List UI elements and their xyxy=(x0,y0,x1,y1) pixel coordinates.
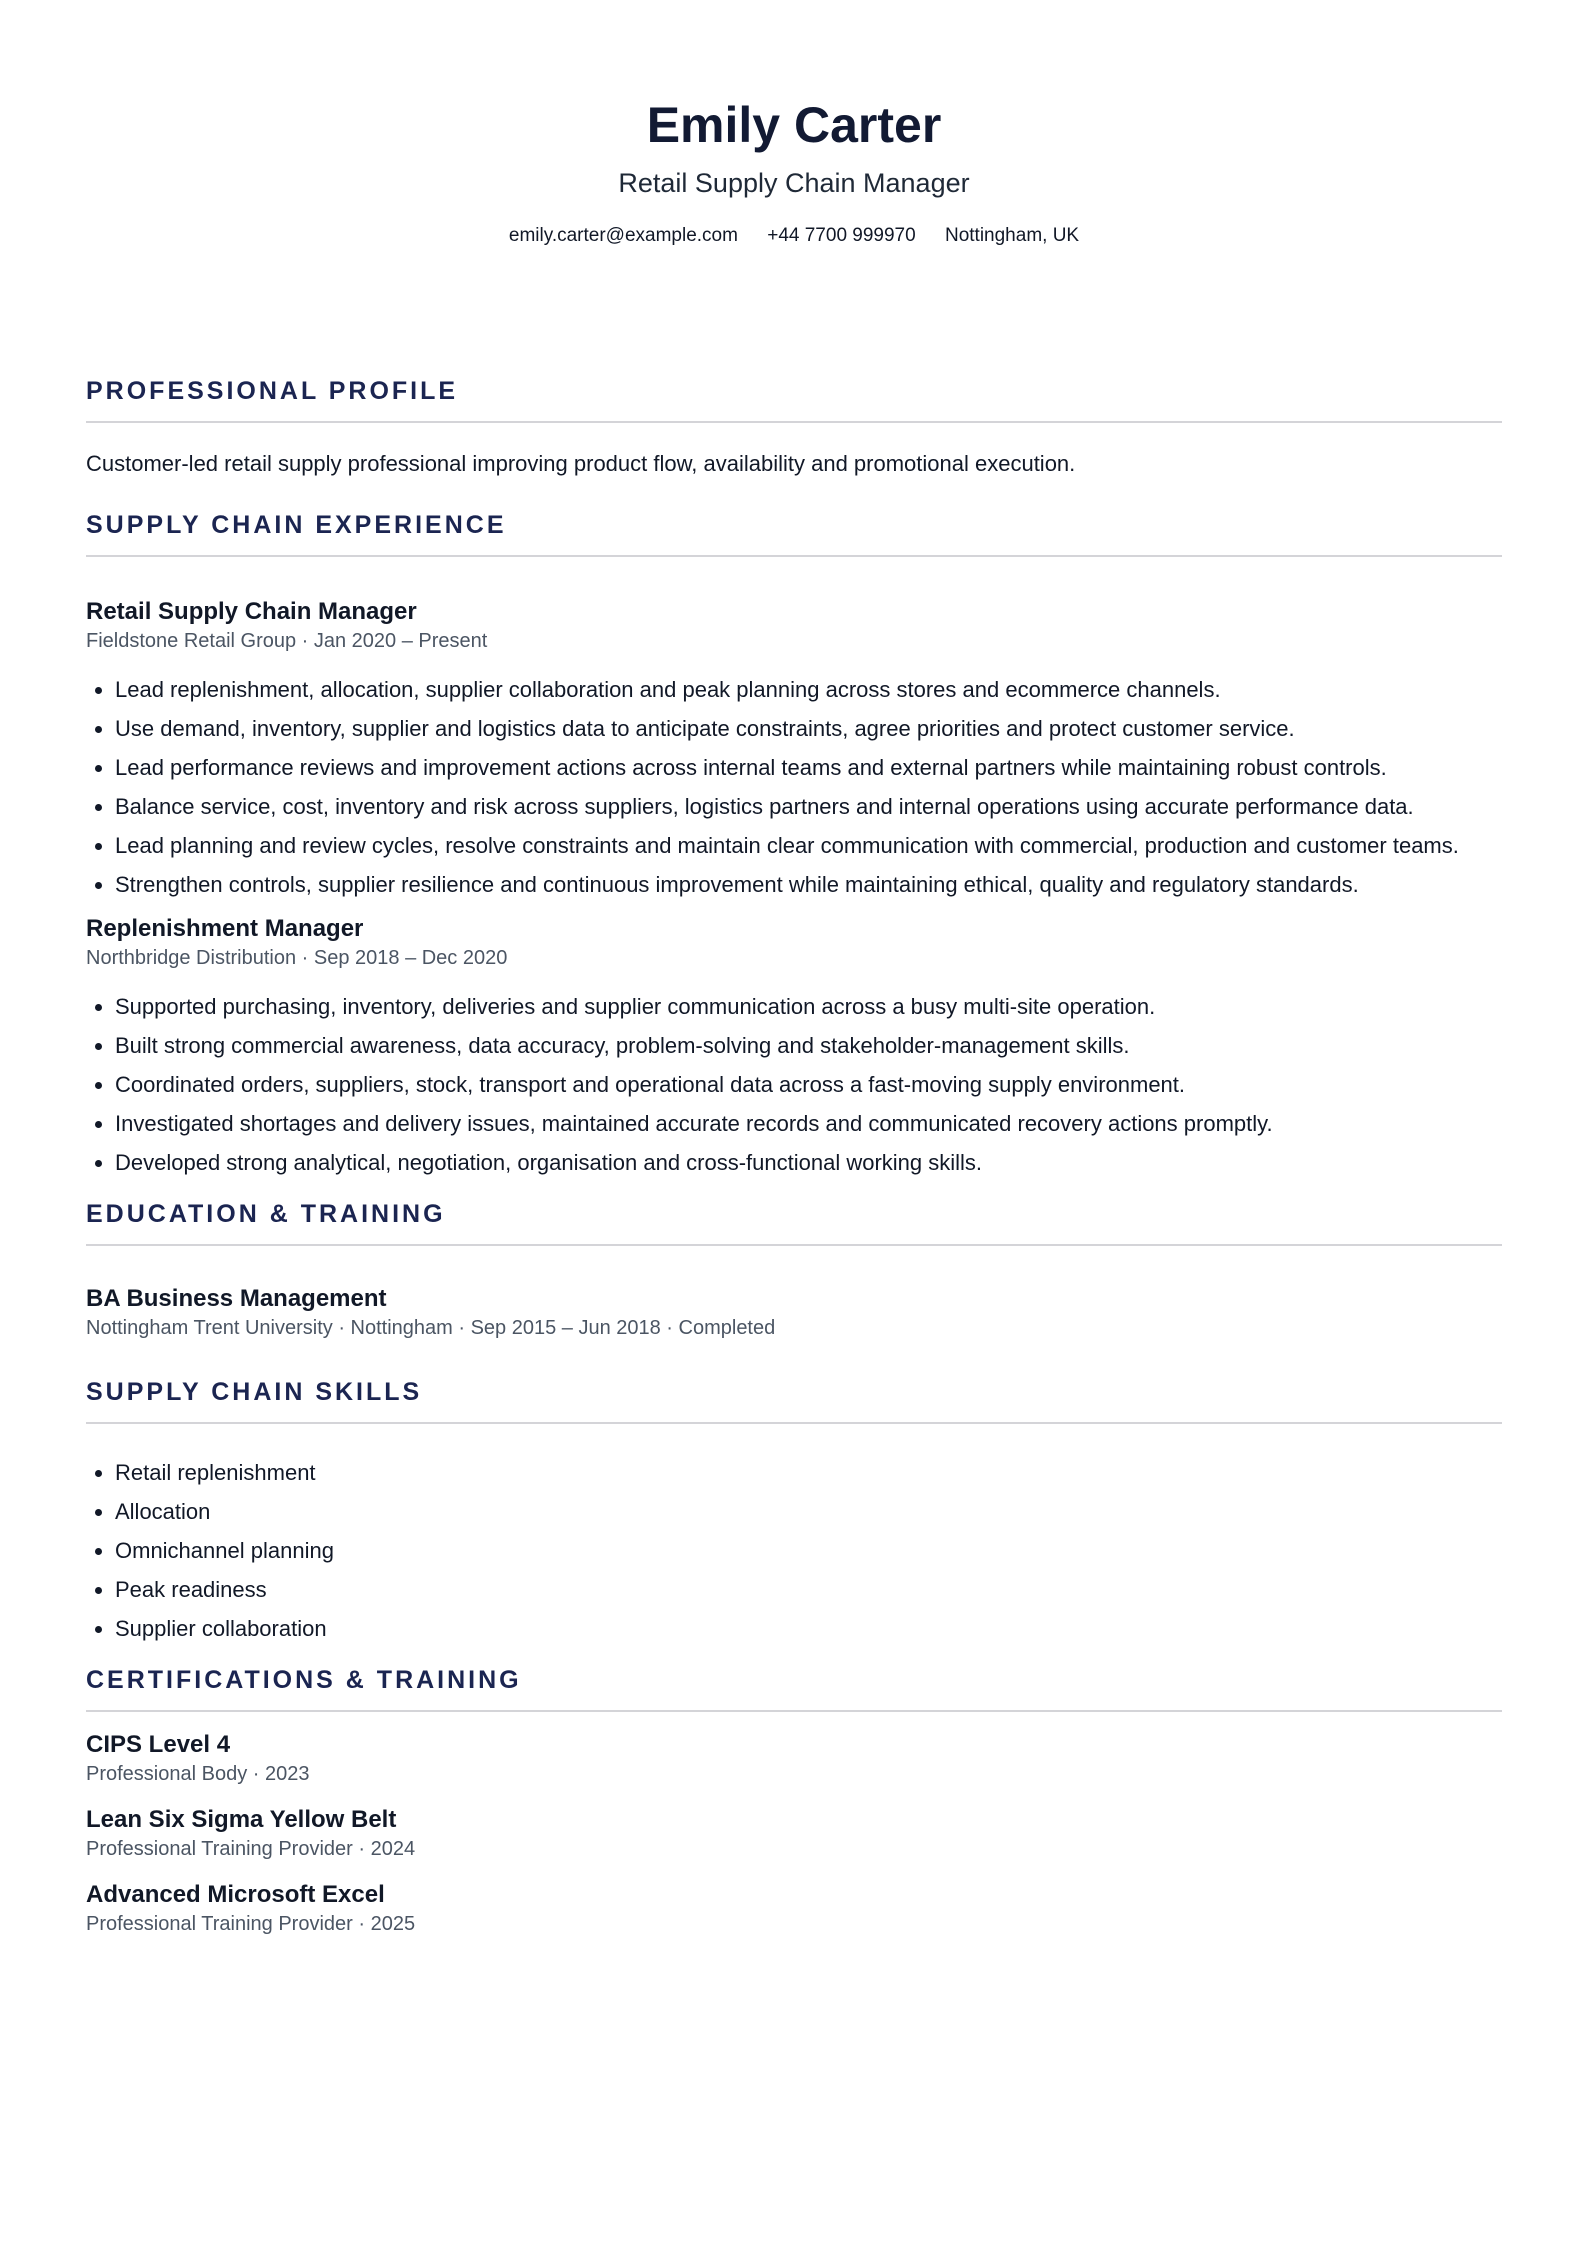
job-entry xyxy=(86,597,1502,900)
contact-location: Nottingham, UK xyxy=(944,225,1080,246)
skills-list xyxy=(86,1458,1502,1644)
section-education xyxy=(86,1198,1502,1342)
degree-meta: Nottingham Trent University · Nottingham · Sep 2015 – Jun 2018 · Completed xyxy=(86,1317,776,1339)
section-profile xyxy=(86,375,1502,479)
job-bullets xyxy=(86,992,1502,1178)
cert-entry xyxy=(86,1805,1502,1863)
job-bullet: • Lead replenishment, allocation, supplier collaboration and peak planning across stores and ecommerce channels. xyxy=(115,675,1502,705)
cert-entry xyxy=(86,1880,1502,1938)
cert-meta: Professional Training Provider · 2025 xyxy=(86,1913,416,1935)
candidate-headline: Retail Supply Chain Manager xyxy=(618,168,970,198)
skill-item: • Allocation xyxy=(115,1497,1502,1527)
cert-meta: Professional Body · 2023 xyxy=(86,1763,310,1785)
job-title: Retail Supply Chain Manager xyxy=(86,598,417,625)
cert-title: CIPS Level 4 xyxy=(86,1731,231,1758)
job-bullet: • Built strong commercial awareness, data accuracy, problem-solving and stakeholder-management skills. xyxy=(115,1031,1502,1061)
section-title-profile: PROFESSIONAL PROFILE xyxy=(86,375,1502,423)
section-certifications xyxy=(86,1664,1502,1938)
skill-item: • Retail replenishment xyxy=(115,1458,1502,1488)
contact-phone: +44 7700 999970 xyxy=(767,225,916,246)
cert-title: Advanced Microsoft Excel xyxy=(86,1881,385,1908)
contact-line xyxy=(86,223,1502,249)
job-bullet: • Lead planning and review cycles, resolve constraints and maintain clear communication with commercial, production and customer teams. xyxy=(115,831,1502,861)
section-title-skills: SUPPLY CHAIN SKILLS xyxy=(86,1376,1502,1424)
cert-title: Lean Six Sigma Yellow Belt xyxy=(86,1806,397,1833)
cert-entry xyxy=(86,1730,1502,1788)
job-bullets xyxy=(86,675,1502,900)
section-title-experience: SUPPLY CHAIN EXPERIENCE xyxy=(86,509,1502,557)
contact-email: emily.carter@example.com xyxy=(508,225,738,246)
job-bullet: • Developed strong analytical, negotiation, organisation and cross-functional working skills. xyxy=(115,1148,1502,1178)
skill-item: • Peak readiness xyxy=(115,1575,1502,1605)
job-bullet: • Strengthen controls, supplier resilience and continuous improvement while maintaining ethical, quality and regulatory standards. xyxy=(115,870,1502,900)
section-title-certifications: CERTIFICATIONS & TRAINING xyxy=(86,1664,1502,1712)
degree-title: BA Business Management xyxy=(86,1285,387,1312)
cert-meta: Professional Training Provider · 2024 xyxy=(86,1838,416,1860)
job-entry xyxy=(86,914,1502,1178)
certifications-body xyxy=(86,1712,1502,1938)
skills-body xyxy=(86,1424,1502,1644)
section-experience xyxy=(86,509,1502,1178)
job-bullet: • Supported purchasing, inventory, deliveries and supplier communication across a busy multi-site operation. xyxy=(115,992,1502,1022)
job-bullet: • Investigated shortages and delivery issues, maintained accurate records and communicated recovery actions promptly. xyxy=(115,1109,1502,1139)
section-title-education: EDUCATION & TRAINING xyxy=(86,1198,1502,1246)
job-meta: Fieldstone Retail Group · Jan 2020 – Present xyxy=(86,630,488,652)
resume-header xyxy=(86,0,1502,249)
job-title: Replenishment Manager xyxy=(86,915,364,942)
profile-summary: Customer-led retail supply professional improving product flow, availability and promotional execution. xyxy=(86,451,1076,476)
profile-body xyxy=(86,423,1502,479)
section-skills xyxy=(86,1376,1502,1644)
job-meta: Northbridge Distribution · Sep 2018 – Dec 2020 xyxy=(86,947,508,969)
skill-item: • Omnichannel planning xyxy=(115,1536,1502,1566)
candidate-name: Emily Carter xyxy=(646,97,942,153)
job-bullet: • Coordinated orders, suppliers, stock, transport and operational data across a fast-moving supply environment. xyxy=(115,1070,1502,1100)
education-body xyxy=(86,1246,1502,1342)
skill-item: • Supplier collaboration xyxy=(115,1614,1502,1644)
experience-body xyxy=(86,557,1502,1178)
job-bullet: • Lead performance reviews and improvement actions across internal teams and external partners while maintaining robust controls. xyxy=(115,753,1502,783)
job-bullet: • Balance service, cost, inventory and risk across suppliers, logistics partners and internal operations using accurate performance data. xyxy=(115,792,1502,822)
job-bullet: • Use demand, inventory, supplier and logistics data to anticipate constraints, agree priorities and protect customer service. xyxy=(115,714,1502,744)
